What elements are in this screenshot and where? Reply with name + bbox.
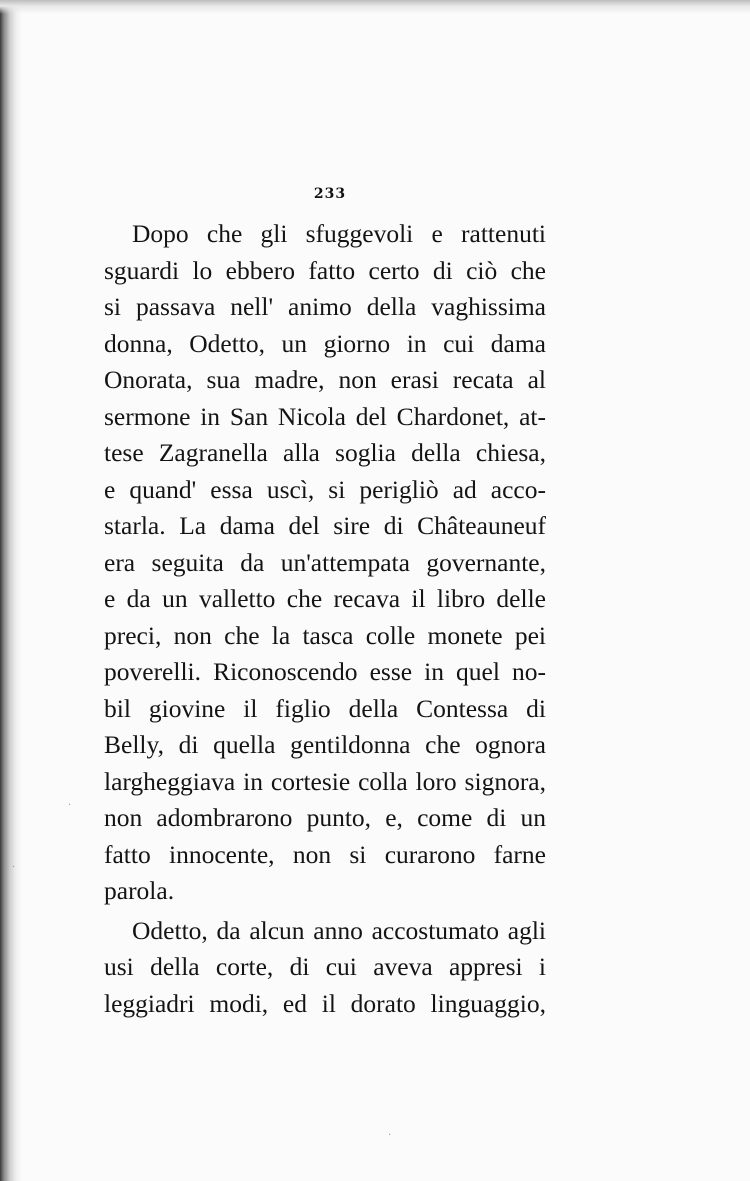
page-top-edge bbox=[0, 0, 750, 14]
text-line: fatto innocente, non si curarono farne bbox=[104, 839, 546, 869]
paper-speck: · bbox=[68, 800, 72, 811]
text-line: si passava nell' animo della vaghissima bbox=[104, 292, 546, 321]
text-line: parola. bbox=[104, 876, 175, 905]
text-line: sermone in San Nicola del Chardonet, at- bbox=[104, 401, 546, 431]
text-line: era seguita da un'attempata governante, bbox=[104, 547, 546, 577]
paper-speck: · bbox=[12, 862, 16, 873]
text-line: Belly, di quella gentildonna che ognora bbox=[104, 730, 546, 759]
text-line: usi della corte, di cui aveva appresi i bbox=[104, 952, 546, 981]
page-number: 233 bbox=[313, 186, 347, 202]
text-line: largheggiava in cortesie colla loro signora, bbox=[104, 766, 546, 796]
text-line: starla. La dama del sire di Châteauneuf bbox=[104, 511, 546, 540]
text-line: donna, Odetto, un giorno in cui dama bbox=[104, 328, 546, 358]
text-line: Odetto, da alcun anno accostumato agli bbox=[132, 915, 546, 945]
text-line: leggiadri modi, ed il dorato linguaggio, bbox=[104, 988, 546, 1018]
text-line: e da un valletto che recava il libro delle bbox=[104, 584, 546, 613]
text-line: Dopo che gli sfuggevoli e rattenuti bbox=[132, 219, 546, 248]
book-spine-shadow bbox=[0, 0, 22, 1181]
text-line: e quand' essa uscì, si perigliò ad acco- bbox=[104, 474, 546, 504]
text-line: Onorata, sua madre, non erasi recata al bbox=[104, 365, 546, 394]
text-line: sguardi lo ebbero fatto certo di ciò che bbox=[104, 255, 546, 285]
text-line: preci, non che la tasca colle monete pei bbox=[104, 620, 546, 650]
text-line: bil giovine il figlio della Contessa di bbox=[104, 693, 546, 723]
paper-speck: · bbox=[388, 1130, 392, 1141]
text-line: non adombrarono punto, e, come di un bbox=[104, 803, 546, 832]
text-line: tese Zagranella alla soglia della chiesa, bbox=[104, 438, 546, 467]
text-line: poverelli. Riconoscendo esse in quel no- bbox=[104, 657, 546, 686]
page-body bbox=[104, 216, 546, 1022]
